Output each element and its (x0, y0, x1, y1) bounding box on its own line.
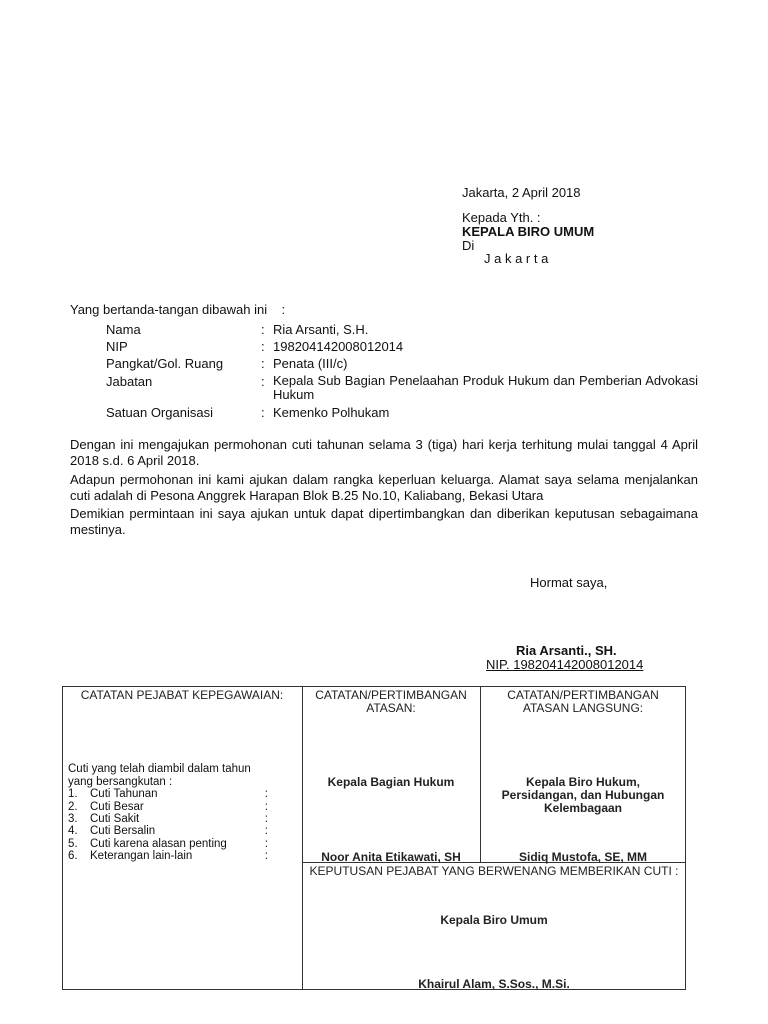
cuti-item (68, 788, 268, 801)
cuti-intro-line1: Cuti yang telah diambil dalam tahun (68, 763, 251, 775)
identity-value: 198204142008012014 (273, 339, 404, 354)
identity-label: Satuan Organisasi (106, 405, 213, 420)
identity-colon: : (261, 322, 265, 337)
identity-row-nip (106, 339, 698, 355)
cuti-item-label: Cuti Tahunan (90, 788, 158, 800)
cuti-item-number: 2. (68, 801, 78, 813)
col1-header: CATATAN PEJABAT KEPEGAWAIAN: (80, 688, 284, 702)
paragraph-request: Dengan ini mengajukan permohonan cuti tahunan selama 3 (tiga) hari kerja terhitung mulai tanggal 4 April 2018 s.d. 6 April 2018. (70, 437, 698, 468)
decision-header: KEPUTUSAN PEJABAT YANG BERWENANG MEMBERIKAN CUTI : (309, 864, 679, 878)
identity-value: Penata (III/c) (273, 356, 348, 371)
paragraph-purpose: Adapun permohonan ini kami ajukan dalam rangka keperluan keluarga. Alamat saya selama menjalankan cuti adalah di Pesona Anggrek Harapan Blok B.25 No.10, Kaliabang, Bekasi Utara (70, 472, 698, 503)
cuti-item-number: 6. (68, 850, 78, 862)
to-label: Kepada Yth. : (462, 210, 541, 225)
cuti-item-label: Cuti Sakit (90, 813, 140, 825)
col2-position: Kepala Bagian Hukum (327, 775, 455, 789)
cuti-item-colon: : (264, 850, 268, 862)
identity-colon: : (261, 405, 265, 420)
col2-header-line1: CATATAN/PERTIMBANGAN (315, 688, 467, 702)
identity-label: Jabatan (106, 374, 153, 389)
col3-header-line2: ATASAN LANGSUNG: (522, 701, 644, 715)
cuti-intro-line2: yang bersangkutan : (68, 776, 173, 788)
cuti-item-colon: : (264, 801, 268, 813)
identity-label: Pangkat/Gol. Ruang (106, 356, 224, 371)
cuti-item-colon: : (264, 825, 268, 837)
cuti-item-label: Cuti karena alasan penting (90, 838, 227, 850)
signer-nip: NIP. 198204142008012014 (486, 657, 644, 672)
identity-value: Kepala Sub Bagian Penelaahan Produk Hukum dan Pemberian Advokasi Hukum (273, 373, 698, 402)
paragraph-closing: Demikian permintaan ini saya ajukan untuk dapat dipertimbangkan dan diberikan keputusan sebagaimana mestinya. (70, 506, 698, 537)
cuti-item-number: 3. (68, 813, 78, 825)
signer-name: Ria Arsanti., SH. (516, 643, 617, 658)
col3-position-line2: Persidangan, dan Hubungan (501, 788, 665, 802)
cuti-item-colon: : (264, 813, 268, 825)
col3-header-line1: CATATAN/PERTIMBANGAN (507, 688, 659, 702)
identity-row-jabatan (106, 374, 698, 402)
cuti-item-colon: : (264, 788, 268, 800)
col3-position-line3: Kelembagaan (543, 801, 623, 815)
to-city: J a k a r t a (484, 251, 549, 266)
identity-row-pangkat (106, 356, 698, 372)
cuti-item-number: 1. (68, 788, 78, 800)
cuti-item-label: Cuti Besar (90, 801, 144, 813)
cuti-item (68, 825, 268, 838)
cuti-item (68, 850, 268, 863)
place-date: Jakarta, 2 April 2018 (462, 185, 581, 200)
cuti-item-label: Cuti Bersalin (90, 825, 156, 837)
identity-row-nama (106, 322, 698, 338)
identity-row-satuan (106, 405, 698, 421)
cuti-item-number: 5. (68, 838, 78, 850)
cuti-item-number: 4. (68, 825, 78, 837)
identity-colon: : (261, 356, 265, 371)
col2-signer-name: Noor Anita Etikawati, SH (321, 850, 461, 864)
col3-signer-name: Sidiq Mustofa, SE, MM (519, 850, 647, 864)
identity-value: Kemenko Polhukam (273, 405, 390, 420)
identity-value: Ria Arsanti, S.H. (273, 322, 369, 337)
identity-colon: : (261, 374, 265, 389)
intro-line: Yang bertanda-tangan dibawah ini : (70, 302, 286, 317)
col3-position-line1: Kepala Biro Hukum, (525, 775, 641, 789)
identity-label: Nama (106, 322, 141, 337)
col2-header-line2: ATASAN: (366, 701, 416, 715)
to-di: Di (462, 238, 475, 253)
decision-position: Kepala Biro Umum (440, 913, 548, 927)
table-divider (302, 687, 303, 989)
to-name: KEPALA BIRO UMUM (462, 224, 595, 239)
decision-signer-name: Khairul Alam, S.Sos., M.Si. (418, 977, 570, 991)
closing-greeting: Hormat saya, (530, 575, 608, 590)
cuti-item-colon: : (264, 838, 268, 850)
cuti-item-label: Keterangan lain-lain (90, 850, 193, 862)
identity-label: NIP (106, 339, 128, 354)
identity-colon: : (261, 339, 265, 354)
